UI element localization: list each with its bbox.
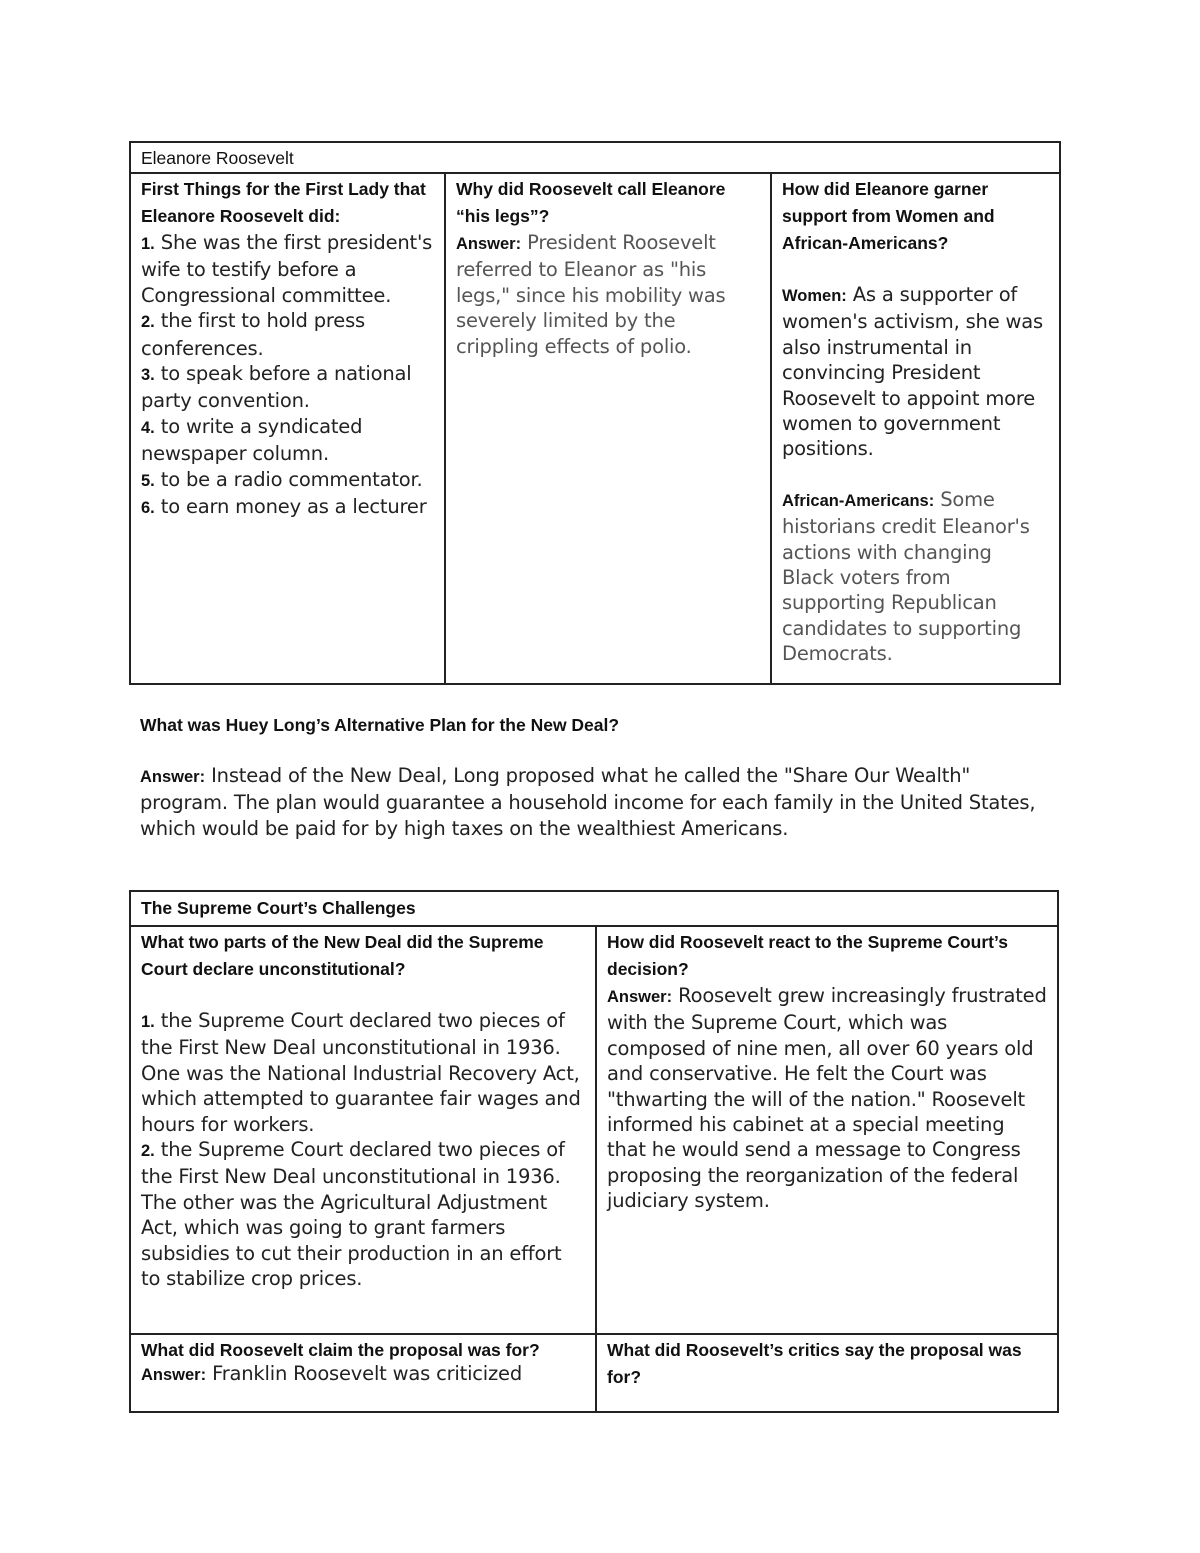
table-title: Eleanore Roosevelt <box>141 148 294 168</box>
item-text: to write a syndicated newspaper column. <box>141 414 363 466</box>
his-legs-cell: Why did Roosevelt call Eleanore “his legs”? Answer: President Roosevelt referred to Eleanor as "his legs," since his mobility was severely limited by the crippling effects of polio. <box>444 172 771 683</box>
item-text: to be a radio commentator. <box>160 467 423 491</box>
first-things-list <box>141 230 435 521</box>
item-text: the first to hold press conferences. <box>141 309 366 360</box>
claim-cell: What did Roosevelt claim the proposal was for? Answer: Franklin Roosevelt was criticized <box>131 1333 596 1411</box>
supreme-court-table <box>129 890 1059 1413</box>
garner-support-cell: How did Eleanore garner support from Women and African-Americans? Women: As a supporter of women's activism, she was also instrumental in convincing President Roosevelt to appoint more women to government positions. African-Americans: Some historians credit Eleanor's actions with changing Black voters from supporting Republican candidates to supporting Democrats. <box>770 172 1059 683</box>
huey-answer: Answer: Instead of the New Deal, Long proposed what he called the "Share Our Wealth" program. The plan would guarantee a household income for each family in the United States, which would be paid for by high taxes on the wealthiest Americans. <box>140 764 1036 840</box>
item-text: to speak before a national party convention. <box>141 362 412 413</box>
list-item <box>141 414 435 467</box>
item-number: 5. <box>141 471 155 490</box>
list-item <box>141 494 435 521</box>
item-text: She was the first president's wife to testify before a Congressional committee. <box>141 231 433 307</box>
huey-question: What was Huey Long’s Alternative Plan for the New Deal? <box>140 715 620 735</box>
item-number: 2. <box>141 313 155 332</box>
first-things-cell: First Things for the First Lady that Eleanore Roosevelt did: 1. She was the first president's wife to testify before a Congressional committee. 2. the first to hold press conferences. 3. to speak before a national party convention. 4. to write a syndicated newspaper column. 5. to be a radio commentator. 6. to earn money as a lecturer <box>131 172 445 683</box>
item-text: the Supreme Court declared two pieces of the First New Deal unconstitutional in 1936. The other was the Agricultural Adjustment Act, which was going to grant farmers subsidies to cut their production in an effort to stabilize crop prices. <box>141 1138 565 1291</box>
table-title: The Supreme Court’s Challenges <box>141 898 416 918</box>
critics-cell: What did Roosevelt’s critics say the proposal was for? <box>595 1333 1057 1411</box>
item-number: 1. <box>141 235 155 253</box>
list-item <box>141 230 435 308</box>
unconstitutional-cell: What two parts of the New Deal did the Supreme Court declare unconstitutional? 1. the Supreme Court declared two pieces of the First New Deal unconstitutional in 1936. One was the National Industrial Recovery Act, which attempted to guarantee fair wages and hours for workers. 2. the Supreme Court declared two pieces of the First New Deal unconstitutional in 1936. The other was the Agricultural Adjustment Act, which was going to grant farmers subsidies to cut their production in an effort to stabilize crop prices. <box>131 925 596 1335</box>
item-number: 1. <box>141 1013 155 1031</box>
item-number: 2. <box>141 1142 155 1161</box>
list-item <box>141 308 435 361</box>
list-item <box>141 361 435 414</box>
list-item <box>141 1008 586 1137</box>
unconstitutional-list <box>141 1008 586 1291</box>
list-item <box>141 1137 586 1291</box>
item-text: the Supreme Court declared two pieces of the First New Deal unconstitutional in 1936. One was the National Industrial Recovery Act, which attempted to guarantee fair wages and hours for workers. <box>141 1009 581 1136</box>
roosevelt-reaction-cell: How did Roosevelt react to the Supreme Court’s decision? Answer: Roosevelt grew increasingly frustrated with the Supreme Court, which was composed of nine men, all over 60 years old and conservative. He felt the Court was "thwarting the will of the nation." Roosevelt informed his cabinet at a special meeting that he would send a message to Congress proposing the reorganization of the federal judiciary system. <box>595 925 1057 1335</box>
item-text: to earn money as a lecturer <box>160 495 427 519</box>
item-number: 6. <box>141 499 155 518</box>
item-number: 3. <box>141 366 155 385</box>
item-number: 4. <box>141 418 155 437</box>
list-item <box>141 467 435 494</box>
eleanore-table <box>129 141 1061 685</box>
